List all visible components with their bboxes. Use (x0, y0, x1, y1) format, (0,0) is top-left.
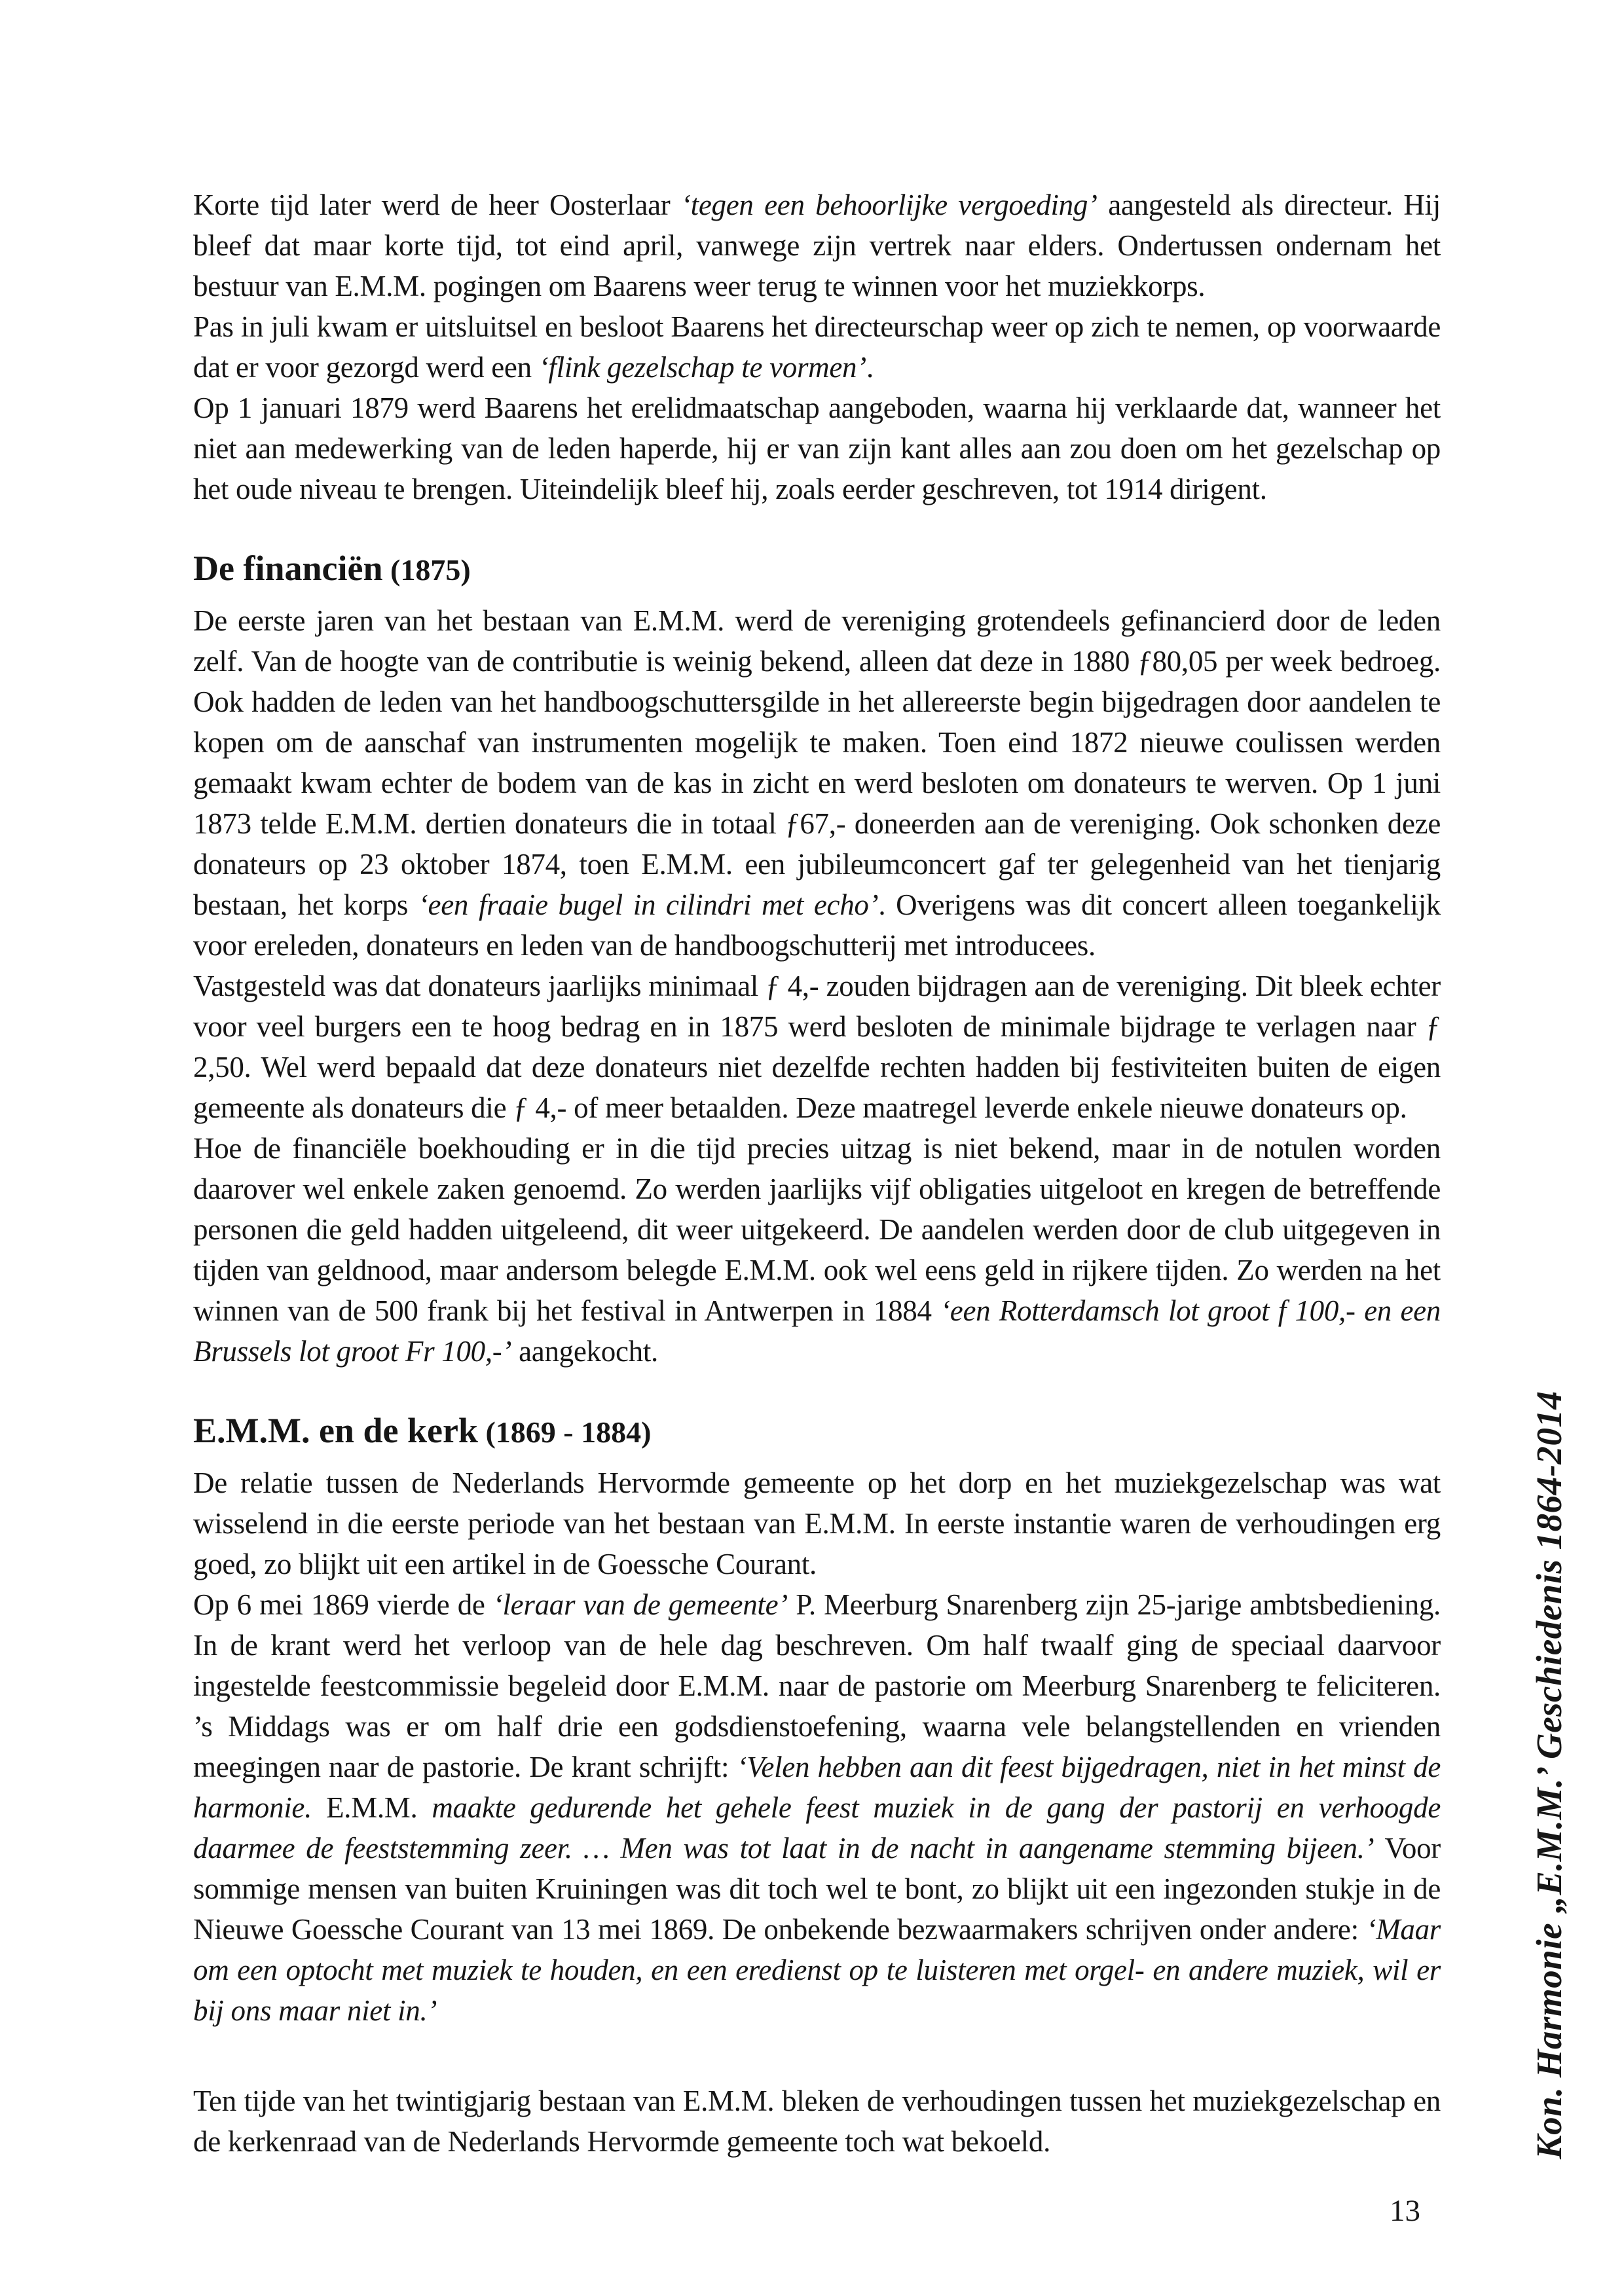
section-heading-title: De financiën (193, 549, 383, 588)
section-heading-years: (1869 - 1884) (477, 1415, 652, 1449)
paragraph (193, 600, 1441, 966)
body-text: aangekocht. (511, 1335, 658, 1368)
body-text: De relatie tussen de Nederlands Hervormde gemeente op het dorp en het muziekgezelschap was wat wisselend in die eerste periode van het bestaan van E.M.M. In eerste instantie waren de verhoudingen erg goed, zo blijkt uit een artikel in de Goessche Courant. (193, 1467, 1441, 1580)
body-text: Op 1 januari 1879 werd Baarens het erelidmaatschap aangeboden, waarna hij verklaarde dat, wanneer het niet aan medewerking van de leden haperde, hij er van zijn kant alles aan zou doen om het gezelschap op het oude niveau te brengen. Uiteindelijk bleef hij, zoals eerder geschreven, tot 1914 dirigent. (193, 392, 1441, 505)
paragraph (193, 185, 1441, 306)
body-text: Hoe de financiële boekhouding er in die tijd precies uitzag is niet bekend, maar in de notulen worden daarover wel enkele zaken genoemd. Zo werden jaarlijks vijf obligaties uitgeloot en kregen de betreffende personen die geld hadden uitgeleend, dit weer uitgekeerd. De aandelen werden door de club uitgegeven in tijden van geldnood, maar andersom belegde E.M.M. ook wel eens geld in rijkere tijden. Zo werden na het winnen van de 500 frank bij het festival in Antwerpen in 1884 (193, 1132, 1441, 1327)
quoted-italic-text: ‘een fraaie bugel in cilindri met echo’ (418, 888, 879, 921)
body-text: Voor sommige mensen van buiten Kruiningen was dit toch wel te bont, zo blijkt uit een ingezonden stukje in de Nieuwe Goessche Courant van 13 mei 1869. De onbekende bezwaarmakers schrijven onder andere: (193, 1832, 1441, 1946)
quoted-italic-text: ‘leraar van de gemeente’ (492, 1588, 788, 1621)
paragraph (193, 1584, 1441, 2031)
section-heading (193, 1410, 1441, 1453)
sidebar-vertical-title: Kon. Harmonie „E.M.M.’ Geschiedenis 1864-2014 (1529, 1391, 1569, 2159)
text-column (193, 185, 1441, 2162)
quoted-italic-text: ‘een Rotterdamsch lot groot f 100,- en een Brussels lot groot Fr 100,-’ (193, 1294, 1441, 1368)
quoted-italic-text: ‘Velen hebben aan dit feest bijgedragen, niet in het minst de harmonie. (193, 1751, 1441, 1824)
body-text: E.M.M. (325, 1791, 418, 1824)
body-text: De eerste jaren van het bestaan van E.M.M. werd de vereniging grotendeels gefinancierd door de leden zelf. Van de hoogte van de contributie is weinig bekend, alleen dat deze in 1880 ƒ80,05 per week bedroeg. Ook hadden de leden van het handboogschuttersgilde in het allereerste begin bijgedragen door aandelen te kopen om de aanschaf van instrumenten mogelijk te maken. Toen eind 1872 nieuwe coulissen werden gemaakt kwam echter de bodem van de kas in zicht en werd besloten om donateurs te werven. Op 1 juni 1873 telde E.M.M. dertien donateurs die in totaal ƒ67,- doneerden aan de vereniging. Ook schonken deze donateurs op 23 oktober 1874, toen E.M.M. een jubileumconcert gaf ter gelegenheid van het tienjarig bestaan, het korps (193, 604, 1441, 921)
paragraph (193, 2081, 1441, 2162)
quoted-italic-text: ‘flink gezelschap te vormen’ (538, 351, 866, 384)
paragraph (193, 306, 1441, 388)
paragraph (193, 966, 1441, 1128)
body-text: Vastgesteld was dat donateurs jaarlijks minimaal ƒ 4,- zouden bijdragen aan de vereniging. Dit bleek echter voor veel burgers een te hoog bedrag en in 1875 werd besloten de minimale bijdrage te verlagen naar ƒ 2,50. Wel werd bepaald dat deze donateurs niet dezelfde rechten hadden bij festiviteiten buiten de eigen gemeente als donateurs die ƒ 4,- of meer betaalden. Deze maatregel leverde enkele nieuwe donateurs op. (193, 970, 1441, 1124)
section-heading-title: E.M.M. en de kerk (193, 1411, 478, 1450)
body-text: aangesteld als directeur. Hij bleef dat maar korte tijd, tot eind april, vanwege zijn vertrek naar elders. Ondertussen ondernam het bestuur van E.M.M. pogingen om Baarens weer terug te winnen voor het muziekkorps. (193, 189, 1441, 302)
section-heading (193, 547, 1441, 591)
body-text: P. Meerburg Snarenberg zijn 25-jarige ambtsbediening. In de krant werd het verloop van de hele dag beschreven. Om half twaalf ging de speciaal daarvoor ingestelde feestcommissie begeleid door E.M.M. naar de pastorie om Meerburg Snarenberg te feliciteren. ’s Middags was er om half drie een godsdienstoefening, waarna vele belangstellenden en vrienden meegingen naar de pastorie. De krant schrijft: (193, 1588, 1441, 1783)
body-text: . (866, 351, 874, 384)
body-text: Pas in juli kwam er uitsluitsel en besloot Baarens het directeurschap weer op zich te nemen, op voorwaarde dat er voor gezorgd werd een (193, 310, 1441, 384)
quoted-italic-text: ‘tegen een behoorlijke vergoeding’ (680, 189, 1098, 221)
section-heading-years: (1875) (382, 553, 471, 587)
body-text: Op 6 mei 1869 vierde de (193, 1588, 493, 1621)
paragraph (193, 1128, 1441, 1372)
body-text: Ten tijde van het twintigjarig bestaan van E.M.M. bleken de verhoudingen tussen het muziekgezelschap en de kerkenraad van de Nederlands Hervormde gemeente toch wat bekoeld. (193, 2085, 1441, 2158)
paragraph (193, 388, 1441, 509)
paragraph (193, 1463, 1441, 1584)
quoted-italic-text: ‘Maar om een optocht met muziek te houden, en een eredienst op te luisteren met orgel- en andere muziek, wil er bij ons maar niet in.’ (193, 1913, 1441, 2027)
quoted-italic-text: maakte gedurende het gehele feest muziek in de gang der pastorij en verhoogde daarmee de feeststemming zeer. … Men was tot laat in de nacht in aangename stemming bijeen.’ (193, 1791, 1441, 1865)
body-text: Korte tijd later werd de heer Oosterlaar (193, 189, 681, 221)
page-number: 13 (1390, 2194, 1420, 2228)
body-text: . Overigens was dit concert alleen toegankelijk voor ereleden, donateurs en leden van de handboogschutterij met introducees. (193, 888, 1441, 962)
